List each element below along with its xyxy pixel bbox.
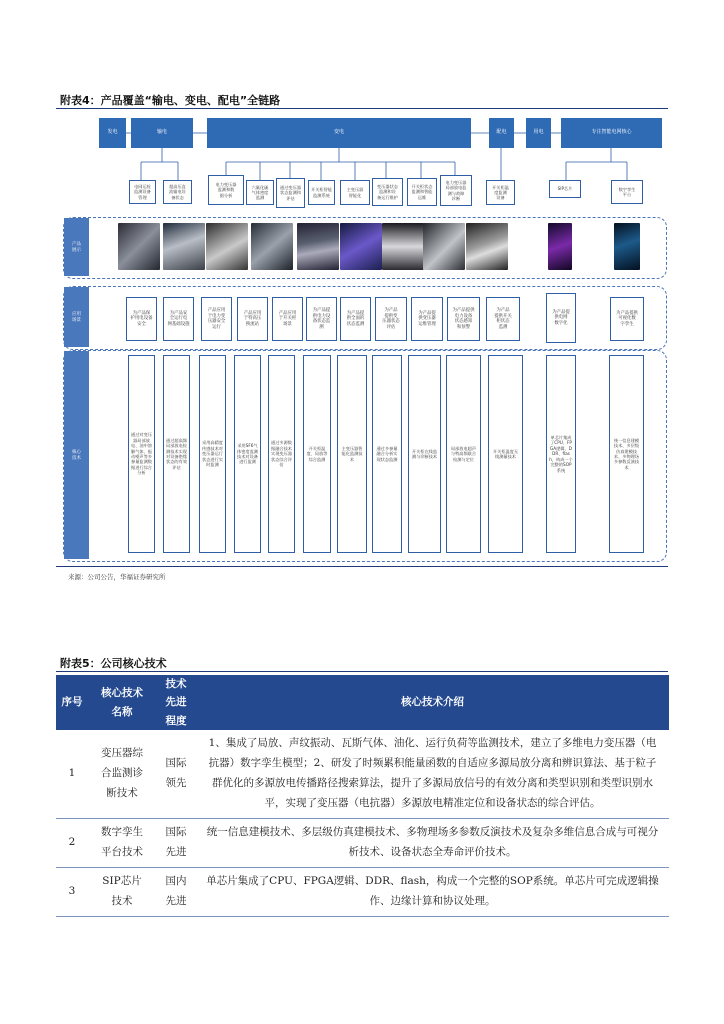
header-name: 核心技术名称 <box>88 675 156 730</box>
table-row <box>56 818 669 867</box>
row-no: 2 <box>56 818 88 867</box>
header-level: 技术先进程度 <box>156 675 196 730</box>
tech-box: 统一信息建模技术、多层级仿真建模技术、多物理场多参数反演技术 <box>609 355 644 553</box>
tech-box: 主变压器智能化监测技术 <box>337 355 367 553</box>
node-box: 主变压器 智能化 <box>340 180 370 205</box>
section5-rule <box>56 671 668 672</box>
scenario-box: 产品应用 于开关柜 场景 <box>272 297 303 341</box>
scenario-box: 为产品提 供变压器 运维管理 <box>411 297 443 341</box>
core-tech-table <box>56 675 669 917</box>
tech-box: 通过超高频局部放电检测技术实现对设备绝缘状态的有效评估 <box>163 355 190 553</box>
product-image <box>382 223 424 270</box>
bar-transmission: 输电 <box>131 118 193 148</box>
bar-substation: 变电 <box>207 118 471 148</box>
row-no: 3 <box>56 867 88 916</box>
scenario-box: 产品应用 于特高压 换流站 <box>237 297 268 341</box>
scenario-box: 为产品安 全运行电 网基础设施 <box>163 297 194 341</box>
section4-bottom-rule <box>56 566 668 567</box>
tech-box: 局部放电超声与特高频联合检测与定位 <box>446 355 481 553</box>
tech-box: 开关柜温度、局放等综合监测 <box>303 355 331 553</box>
table-row <box>56 730 669 818</box>
product-image <box>206 223 248 270</box>
row-name: 数字孪生平台技术 <box>88 818 156 867</box>
bar-distribution: 配电 <box>489 118 514 148</box>
scenario-box: 为产品提 供全面的 状态监测 <box>340 297 371 341</box>
product-image <box>466 223 508 270</box>
bar-smart-grid: 专注智能电网核心 <box>561 118 662 148</box>
scenario-box: 产品应用 于电力变 压器安全 运行 <box>201 297 232 341</box>
scenario-box: 为产品 提供开关 柜状态 监测 <box>486 297 520 341</box>
product-image <box>423 223 465 270</box>
node-box: 变压器状态 监测和设 备运行维护 <box>372 178 403 206</box>
node-box: 开关柜状态 监测和智能 运维 <box>407 178 437 206</box>
tech-box: 采用SF6气体密度监测技术对设备进行监测 <box>234 355 261 553</box>
tech-box: 单芯片集成了CPU、FPGA逻辑、DDR、flash，构成一个完整的SOP系统 <box>546 355 576 553</box>
row-intro: 单芯片集成了CPU、FPGA逻辑、DDR、flash，构成一个完整的SOP系统。单芯片可完成逻辑操作、边缘计算和协议处理。 <box>196 867 669 916</box>
node-box: 开关柜温 度监测 设备 <box>486 180 515 205</box>
node-box: 电力变压器 监测和数 据分析 <box>208 175 244 205</box>
scenario-box: 为产品保 护用电设备 安全 <box>126 297 157 341</box>
product-image <box>251 223 293 270</box>
row-level: 国际先进 <box>156 818 196 867</box>
tech-box: 通过多参量融合分析实现状态监测 <box>372 355 402 553</box>
node-box: 通过变压器 状态监测和 评估 <box>276 178 305 208</box>
product-image <box>297 223 339 270</box>
row-intro: 统一信息建模技术、多层级仿真建模技术、多物理场多参数反演技术及复杂多维信息合成与可视分析技术、设备状态全寿命评价技术。 <box>196 818 669 867</box>
node-box: 电力变压器 局部放电监 测与故障 诊断 <box>440 175 472 206</box>
scenario-box: 为产品提供 电力设备 状态感知 和预警 <box>447 297 480 341</box>
product-image <box>118 223 160 270</box>
section4-title: 附表4：产品覆盖“输电、变电、配电”全链路 <box>60 94 281 107</box>
row-intro: 1、集成了局放、声纹振动、瓦斯气体、油化、运行负荷等监测技术，建立了多维电力变压器（电抗器）数字孪生模型；2、研发了时频累积能量函数的自适应多源局放分离和辨识算法、基于粒子群优化的多源放电传播路径搜索算法，提升了多源局放信号的有效分离和类型识别和类型识别水平，实现了变压器（电抗器）多源放电精准定位和设备状态的综合评估。 <box>196 730 669 818</box>
tech-box: 采用高精度传感技术对变压器运行状态进行实时监测 <box>199 355 226 553</box>
node-box: 数字孪生 平台 <box>611 180 643 204</box>
row-label-products: 产品 展示 <box>64 218 89 276</box>
node-box: 开关柜智能 监测系统 <box>308 180 335 205</box>
header-no: 序号 <box>56 675 88 730</box>
row-no: 1 <box>56 730 88 818</box>
section5-title: 附表5：公司核心技术 <box>60 657 167 670</box>
node-box: SIP芯片 <box>549 180 581 198</box>
row-label-scenarios: 应用 场景 <box>64 287 89 347</box>
node-box: 电网运检 监测设备 管理 <box>129 180 156 204</box>
header-intro: 核心技术介绍 <box>196 675 669 730</box>
node-box: 六氟化硫 气体密度 监测 <box>246 180 274 205</box>
tech-box: 开关柜在线监测与诊断技术 <box>408 355 441 553</box>
row-name: SIP芯片技术 <box>88 867 156 916</box>
row-name: 变压器综合监测诊断技术 <box>88 730 156 818</box>
table-header-row <box>56 675 669 730</box>
bar-consumption: 用电 <box>526 118 551 148</box>
scenario-box: 为产品提供 可视化数 字孪生 <box>610 297 644 341</box>
scenario-box: 为产品提 供电网 数字化 <box>546 293 576 343</box>
source-note: 来源：公司公告，华福证券研究所 <box>68 573 166 581</box>
product-image <box>340 223 382 270</box>
product-image <box>548 223 572 270</box>
tech-box: 通过多源数据融合技术实现变压器状态综合评估 <box>268 355 295 553</box>
row-level: 国际领先 <box>156 730 196 818</box>
scenario-box: 为产品 提供变 压器状态 评估 <box>375 297 407 341</box>
row-level: 国内先进 <box>156 867 196 916</box>
tech-box: 开关柜温度无线测量技术 <box>488 355 523 553</box>
table-row <box>56 867 669 916</box>
product-image <box>163 223 205 270</box>
product-image <box>614 223 640 270</box>
node-box: 超高压直 流输电设 备状态 <box>163 180 192 204</box>
bar-generation: 发电 <box>99 118 126 148</box>
tech-box: 通过对变压器局部放电、油中溶解气体、振动噪声等多参量监测数据进行综合分析 <box>128 355 155 553</box>
row-label-tech: 核心 技术 <box>64 351 89 559</box>
scenario-box: 为产品提 供电力设 备状态监 测 <box>306 297 337 341</box>
